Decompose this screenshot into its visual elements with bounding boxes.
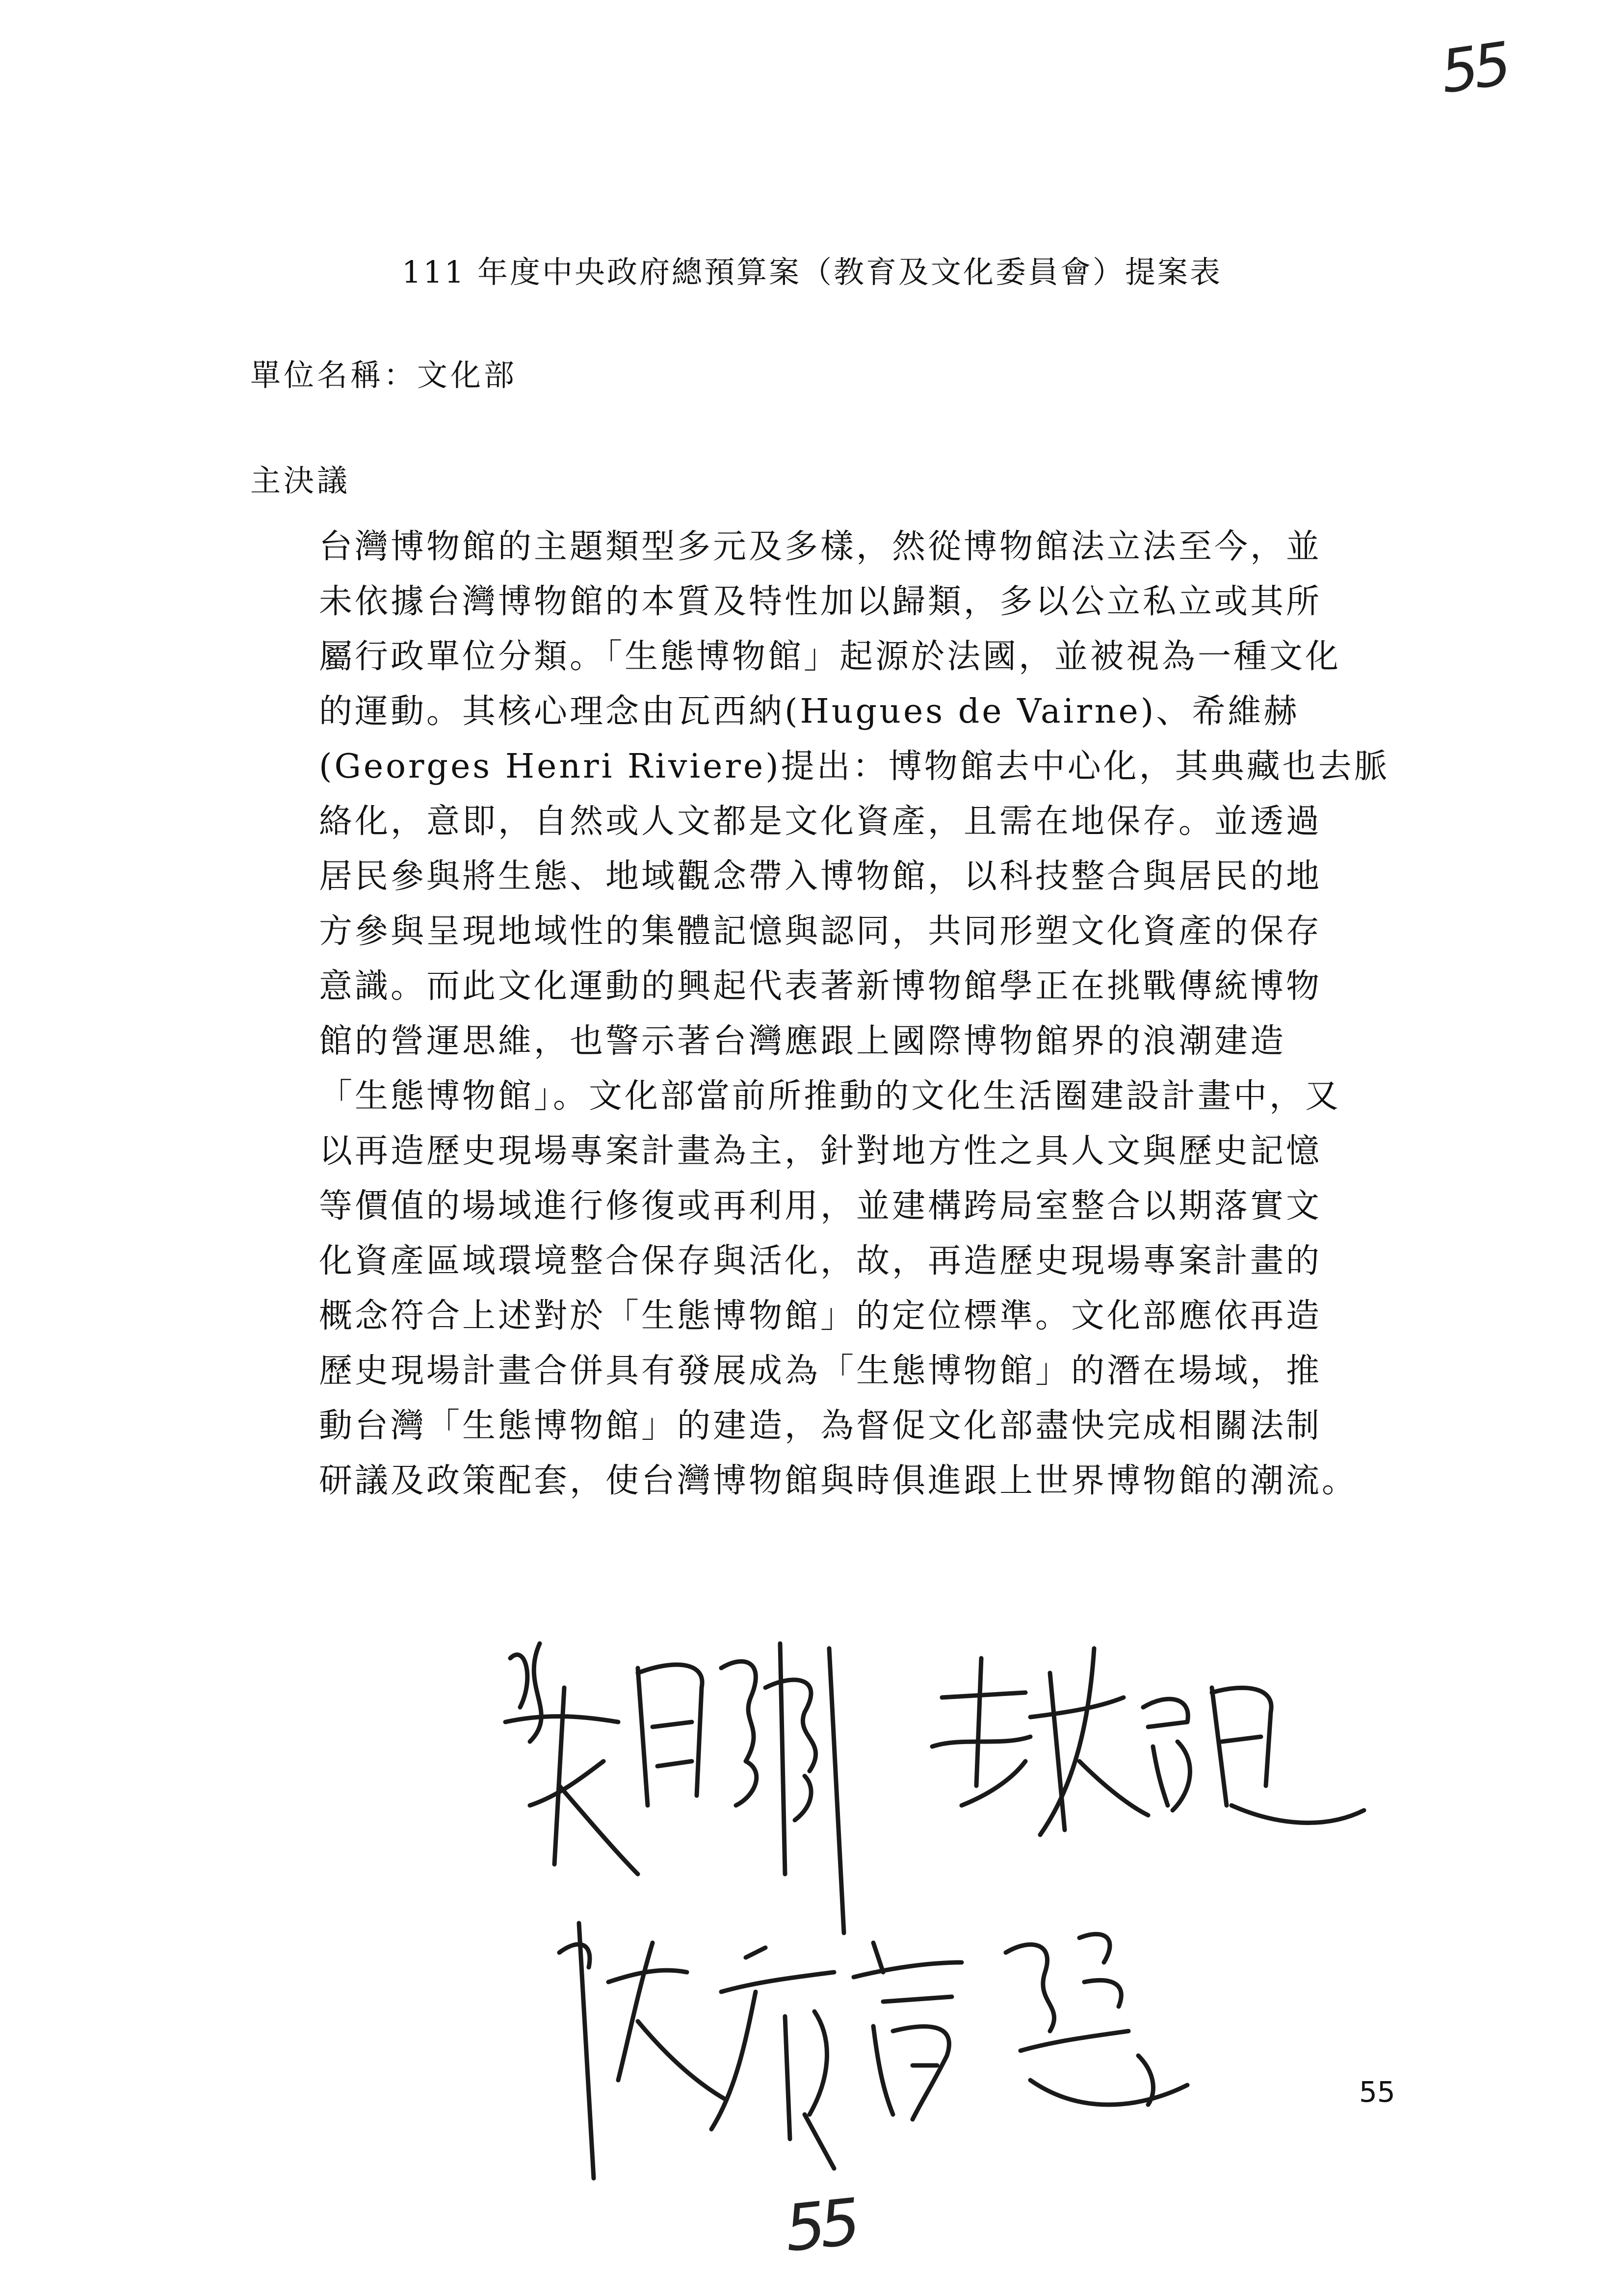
- body-line: 未依據台灣博物館的本質及特性加以歸類，多以公立私立或其所: [319, 582, 1322, 621]
- body-line: 「生態博物館」。文化部當前所推動的文化生活圈建設計畫中，又: [319, 1077, 1341, 1116]
- handwritten-page-mark-top: 55: [1437, 30, 1511, 107]
- body-line: 方參與呈現地域性的集體記憶與認同，共同形塑文化資產的保存: [319, 912, 1322, 951]
- body-line: (Georges Henri Riviere)提出：博物館去中心化，其典藏也去脈: [319, 747, 1390, 786]
- signature-second: [932, 1648, 1364, 1835]
- body-line: 化資產區域環境整合保存與活化，故，再造歷史現場專案計畫的: [319, 1242, 1322, 1280]
- body-line: 台灣博物館的主題類型多元及多樣，然從博物館法立法至今，並: [319, 527, 1322, 566]
- document-title: 111 年度中央政府總預算案（教育及文化委員會）提案表: [401, 254, 1223, 290]
- signature-third: [559, 1923, 1187, 2178]
- body-line: 意識。而此文化運動的興起代表著新博物館學正在挑戰傳統博物: [319, 967, 1322, 1006]
- body-line: 絡化，意即，自然或人文都是文化資產，且需在地保存。並透過: [319, 802, 1322, 841]
- body-line: 概念符合上述對於「生態博物館」的定位標準。文化部應依再造: [319, 1297, 1322, 1335]
- section-heading: 主決議: [250, 463, 351, 498]
- proposal-body: [319, 520, 1393, 1550]
- body-line: 館的營運思維，也警示著台灣應跟上國際博物館界的浪潮建造: [319, 1022, 1286, 1061]
- page-number: 55: [1359, 2075, 1395, 2109]
- handwritten-signatures: [491, 1599, 1423, 2188]
- body-line: 居民參與將生態、地域觀念帶入博物館，以科技整合與居民的地: [319, 857, 1322, 896]
- body-line: 歷史現場計畫合併具有發展成為「生態博物館」的潛在場域，推: [319, 1352, 1322, 1390]
- unit-name: 單位名稱：文化部: [250, 357, 518, 393]
- handwritten-page-mark-bottom: 55: [781, 2185, 858, 2266]
- body-line: 以再造歷史現場專案計畫為主，針對地方性之具人文與歷史記憶: [319, 1132, 1322, 1171]
- body-line: 等價值的場域進行修復或再利用，並建構跨局室整合以期落實文: [319, 1187, 1322, 1226]
- body-line: 研議及政策配套，使台灣博物館與時俱進跟上世界博物館的潮流。: [319, 1461, 1358, 1500]
- body-line: 的運動。其核心理念由瓦西納(Hugues de Vairne)、希維赫: [319, 692, 1300, 731]
- body-line: 動台灣「生態博物館」的建造，為督促文化部盡快完成相關法制: [319, 1407, 1322, 1445]
- body-line: 屬行政單位分類。「生態博物館」起源於法國，並被視為一種文化: [319, 637, 1341, 676]
- signature-first: [505, 1644, 844, 1933]
